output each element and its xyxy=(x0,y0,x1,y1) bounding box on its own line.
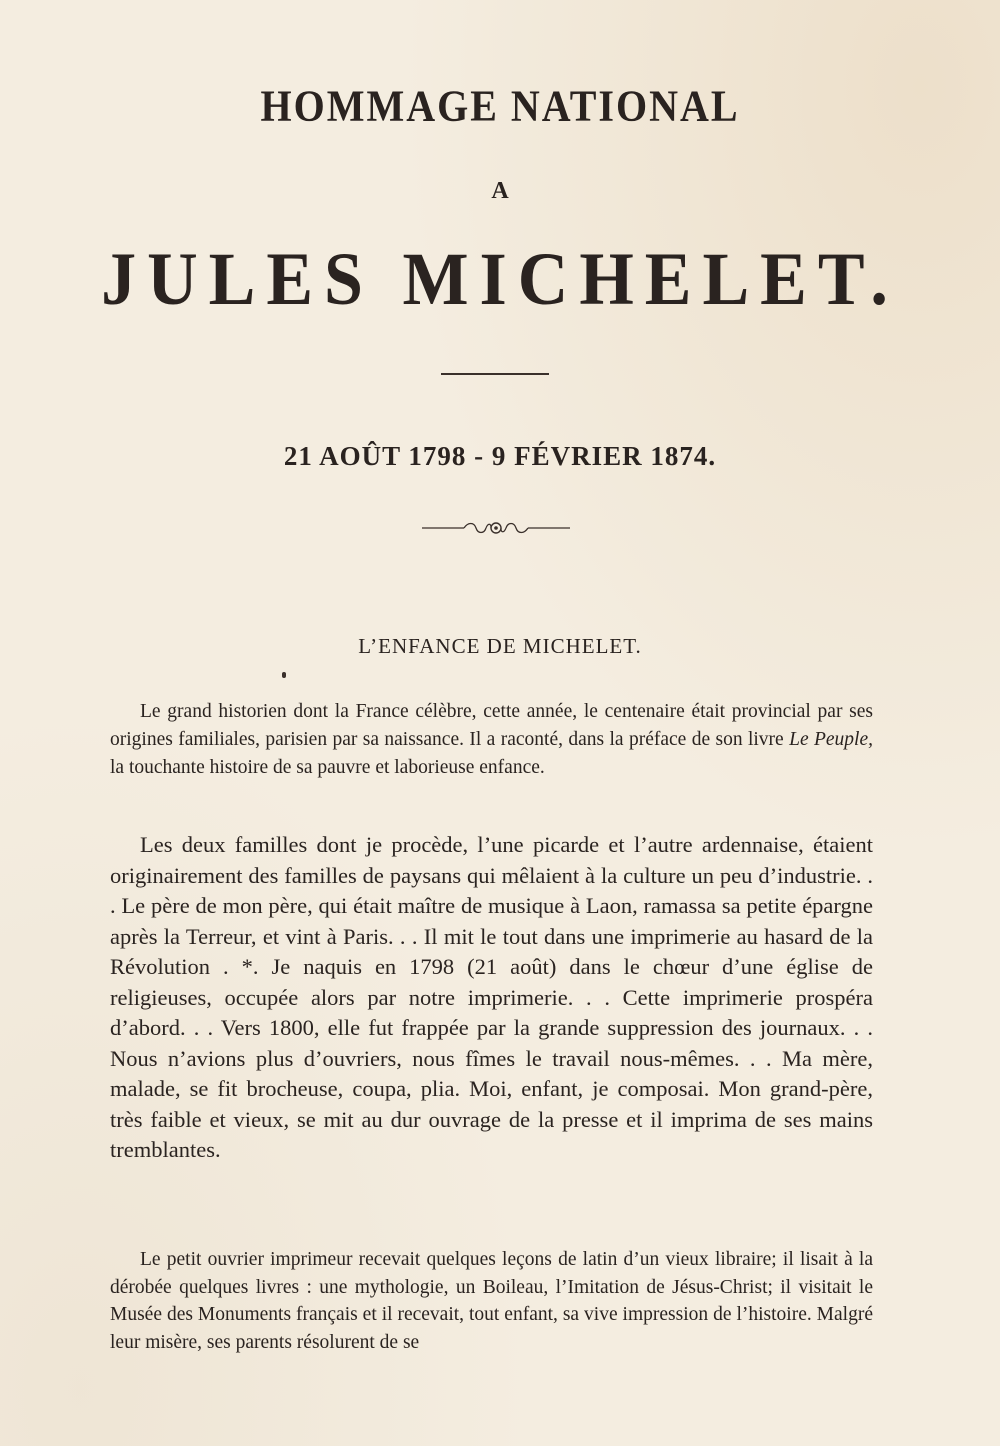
book-title-le-peuple: Le Peuple, xyxy=(789,729,873,750)
ink-mark xyxy=(282,672,286,678)
paragraph-continuation-text: Le petit ouvrier imprimeur recevait quelques leçons de latin d’un vieux libraire; il lisait à la dérobée quelques livres : une mythologie, un Boileau, l’Imitation de Jésus-Christ; il visitait le Musée des Monuments français et il recevait, tout enfant, sa vive impression de l’histoire. Malgré leur misère, ses parents résolurent de se xyxy=(110,1249,873,1353)
fleuron-ornament-icon xyxy=(420,517,572,539)
title-preposition: A xyxy=(491,178,509,204)
paragraph-intro-text-start: Le grand historien dont la France célèbre, cette année, le centenaire était provincial par ses origines familiales, parisien par sa naissance. Il a raconté, dans la préface de son livre xyxy=(110,701,873,750)
paragraph-quote-text: Les deux familles dont je procède, l’une picarde et l’autre ardennaise, étaient originairement des familles de paysans qui mêlaient à la culture un peu d’industrie. . . Le père de mon père, qui était maître de musique à Laon, ramassa sa petite épargne après la Terreur, et vint à Paris. . . Il mit le tout dans une imprimerie au hasard de la Révolution . *. Je naquis en 1798 (21 août) dans le chœur d’une église de religieuses, occupée alors par notre imprimerie. . . Cette imprimerie prospéra d’abord. . . Vers 1800, elle fut frappée par la grande suppression des journaux. . . Nous n’avions plus d’ouvriers, nous fîmes le travail nous-mêmes. . . Ma mère, malade, se fit brocheuse, coupa, plia. Moi, enfant, je composai. Mon grand-père, très faible et vieux, se mit au dur ouvrage de la presse et il imprima de ses mains tremblantes. xyxy=(110,832,873,1162)
title-rule-divider xyxy=(441,373,549,375)
section-title: L’ENFANCE DE MICHELET. xyxy=(358,634,642,658)
title-jules-michelet: JULES MICHELET. xyxy=(101,237,899,322)
paragraph-intro-text-end: la touchante histoire de sa pauvre et laborieuse enfance. xyxy=(110,757,545,778)
paragraph-quote xyxy=(110,830,873,1166)
paragraph-continuation xyxy=(110,1246,873,1356)
life-dates: 21 AOÛT 1798 - 9 FÉVRIER 1874. xyxy=(283,441,717,471)
title-hommage-national: HOMMAGE NATIONAL xyxy=(260,80,740,131)
paragraph-intro xyxy=(110,698,873,782)
